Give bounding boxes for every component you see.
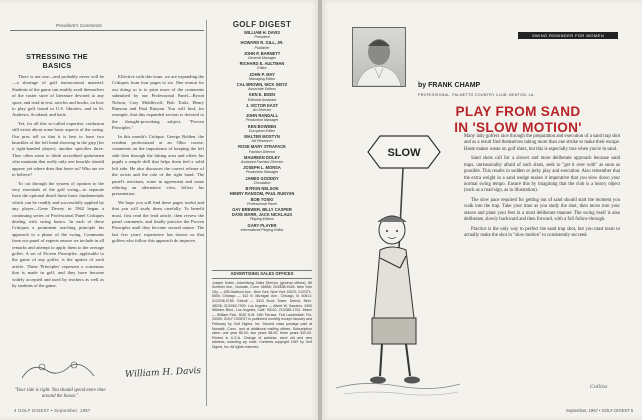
masthead-name: JOHN P. MAY <box>249 71 275 77</box>
column-divider <box>206 20 207 406</box>
masthead-name: BOB TOSKI <box>250 196 274 202</box>
masthead-name: GARY PLAYER <box>247 222 277 228</box>
golfer-with-sign-illustration <box>334 118 462 398</box>
masthead-name: DAVE MARR, JACK NICKLAUS <box>231 212 293 218</box>
masthead-name: KEN E. EDEN <box>248 92 276 98</box>
artist-signature: Collins <box>590 384 608 390</box>
masthead-name: JOHN P. BARNETT <box>243 50 281 56</box>
masthead-name: GAY BREWER, BILLY CASPER <box>232 206 292 212</box>
paragraph: There is not one—and probably never will be—a shortage of golf instructional material. Students of the game can readily avail themselves of the vaster store of literature devoted to any sport; and read in text, articles and books, on how to play golf found in U.S. libraries, and in St. Andrews, Scotland, and back. <box>12 74 104 118</box>
masthead-role: Editor <box>257 66 267 71</box>
right-page <box>322 0 642 420</box>
paragraph: Sand shots call for a slower and more deliberate approach because sand traps, unreasonably afraid of such shots, seek to "get it over with" as soon as possible. This results in sudden or jerky play and execution. Also remember that the extra weight in a sand wedge makes it imperative that you slow down your normal swing tempo. Ensure this by imagining that the club is a heavy object (such as a road sign, as in illustration). <box>464 156 620 194</box>
sign-text: SLOW <box>387 147 421 159</box>
masthead-role: Publisher <box>254 45 270 50</box>
page-folio-left: 4 GOLF DIGEST • September, 1967 <box>14 408 91 413</box>
paragraph: The slow pace required for getting out of sand should start the moment you walk into the trap. Take your time as you study the shot, then move into your stance and plant your feet in a most deliberate manner. The swing itself is also deliberate, slowly backward and then forward, with a full follow-through. <box>464 198 620 223</box>
cartoon-caption: "Your side is right. You should spend more time around the house." <box>14 388 106 399</box>
headline-line-1: PLAY FROM SAND <box>455 104 581 119</box>
masthead-role: Managing Editor <box>248 76 276 81</box>
masthead-title: GOLF DIGEST <box>232 20 292 29</box>
masthead-list <box>212 30 312 233</box>
masthead-role: Associate Editors <box>248 87 276 92</box>
left-page <box>0 0 318 420</box>
paragraph: In this month's Critique, George Bolden, the resident professional at an Ohio course, comments on the importance of keeping the left side firm through the hitting area and offers his pupils a simple drill that helps them feel a solid left side. He also discusses the correct release of the wrists and the role of the right hand. The panel's reactions, some in agreement and some offering an alternative view, follow his presentation. <box>112 133 204 197</box>
section-header: President's Comments <box>55 23 102 28</box>
masthead-name: HOWARD R. GILL, JR. <box>240 40 284 46</box>
ad-offices-title: ADVERTISING SALES OFFICES <box>212 270 312 279</box>
byline: by FRANK CHAMP <box>418 82 481 89</box>
paragraph: Practice is the only way to perfect the sand trap shot, but you must learn to actually make the shot in "slow motion" to consistently succeed. <box>464 226 620 239</box>
masthead-name: CAL BROWN, NICK SEITZ <box>236 82 288 88</box>
ad-offices-text: Joseph Noble, Advertising Sales Director (general offices), 88 Scribner Ave., Norwalk, Conn. 06856; 203/838-9326. New York City — 635 Madison Ave., New York, New York 10022; 212/371-6500. Chicago — 612 N. Michigan Ave., Chicago, Ill. 60611; 312/236-0765. Detroit — 3310 Book Tower, Detroit, Mich. 48226; 313/962-7900. Los Angeles — Albert W. Sanders, 3460 Wilshire Blvd., Los Angeles, Calif. 90010; 213/386-1761. Miami — William Fish, 3030 N.W. 19th Terrace, Fort Lauderdale, Fla. 33309. GOLF DIGEST is published monthly except January and February by Golf Digest, Inc. Second class postage paid at Norwalk, Conn., and at additional mailing offices. Subscription rates: one year $5.00; two years $8.00; three years $10.00. Printed in U.S.A. Change of address: send old and new address, including zip code. Contents copyright 1967 by Golf Digest, Inc. All rights reserved. <box>212 280 312 349</box>
masthead-name: JAMES GOODDY <box>245 175 279 181</box>
masthead-role: Editorial Assistant <box>247 97 277 102</box>
masthead-role: Production Manager <box>245 170 279 175</box>
masthead-role: Fashion Director <box>248 149 276 154</box>
masthead-role: President <box>254 35 270 40</box>
masthead-name: ROSE MARY STRAFACE <box>238 144 286 150</box>
president-signature: William H. Davis <box>124 366 202 380</box>
header-rule <box>10 30 204 31</box>
masthead-role: Professional Panel <box>247 201 277 206</box>
masthead-name: BYRON NELSON <box>245 186 279 192</box>
masthead-name: WILLIAM H. DAVIS <box>243 30 281 35</box>
masthead-role: Art Director <box>252 108 272 113</box>
masthead-name: MAUREEN DOLEY <box>244 154 280 160</box>
masthead-role: Assistant Fashion Director <box>241 160 283 165</box>
masthead-role: Playing Editors <box>250 217 274 222</box>
series-label: SWING REMINDER FOR WOMEN <box>518 32 618 39</box>
paragraph: We hope you will find these pages useful and that you will study them carefully. To benefit most, first read the lead article, then review the panel comments, and finally practice the Proven Principles until they become second nature. The last few years' experience has shown us that golfers who follow this approach do improve. <box>112 199 204 244</box>
article-title: STRESSING THE BASICS <box>26 52 88 70</box>
masthead-name: JOHN RANDALL <box>245 113 279 119</box>
masthead-role: Art Research <box>251 139 273 144</box>
masthead-name: HENRY RANSOM, PAUL RUNYAN <box>229 191 295 197</box>
author-portrait-icon <box>353 28 405 86</box>
paragraph: To cut through the system of opinion to the very essentials of the golf swing—to separate from the optional detail those basic fundamentals which can be readily and successfully applied by any player—Gene Dewey in 1962 began a continuing series of Professional Panel Critiques dealing with swing basics. In each of these Critiques a prominent teaching principle his approach to a phase of the swing. Comments from our panel of experts ensure we include in all remarks and attempt to apply them to the average golfer. A set of Proven Principles, applicable to the game of any golfer, is the upshot of each article. These 'Principles' represent a consensus that is made in golf, and they have become widely accepted and used by teachers as well as by students of the game. <box>12 180 104 288</box>
masthead-name: RICHARD E. AULTMAN <box>239 61 285 67</box>
masthead-name: KEN BOWDEN <box>247 123 277 129</box>
masthead-name: WALTER MOSTYN <box>244 134 280 140</box>
ad-offices <box>212 270 312 350</box>
column-two <box>112 74 204 247</box>
paragraph: Effective with this issue, we are expanding the Critiques from four pages to six. One reason for our doing so is to print more of the comments submitted by our Professional Panel—Byron Nelson, Cary Middlecoff, Bob Toski, Henry Ransom and Paul Runyan. You will find, for example, that this expanded section is devoted to the thought-provoking subject, "Proven Principles." <box>112 74 204 131</box>
masthead-role: International Playing Editor <box>240 227 284 232</box>
author-affiliation: PROFESSIONAL, PALMETTO COUNTRY CLUB, BENTON, LA. <box>418 93 535 97</box>
paragraph: Many lady golfers race through the preparation and execution of a sand trap shot and as a result find themselves taking more than one stroke to make their escape. Haste makes waste on golf shots, but this is especially true when you're in sand. <box>464 134 620 152</box>
paragraph: Yet, for all this so-called expertise, confusion still exists about some basic aspects of the swing. Our pros tell us that it is best to have two knuckles of the left hand showing in the grip (for a right-handed player), another specifies three. They often seem to think accredited spokesmen who maintain that really only one knuckle should appear; yet where does that leave us? Who are we to believe? <box>12 120 104 178</box>
masthead-role: European Editor <box>249 128 275 133</box>
masthead-role: Circulation <box>253 180 271 185</box>
headline-line-2: IN 'SLOW MOTION' <box>454 120 582 135</box>
cartoon-illustration <box>12 358 104 380</box>
author-photo <box>352 27 406 87</box>
masthead-role: Production Manager <box>245 118 279 123</box>
masthead-name: JOSEPH L. MORSA <box>243 165 281 171</box>
page-folio-right: September, 1967 • GOLF DIGEST 5 <box>566 408 634 413</box>
column-one <box>12 74 104 291</box>
masthead-name: J. VICTOR EAST <box>246 102 278 108</box>
masthead-role: General Manager <box>248 56 276 61</box>
masthead <box>212 20 312 233</box>
article-body <box>464 134 620 243</box>
